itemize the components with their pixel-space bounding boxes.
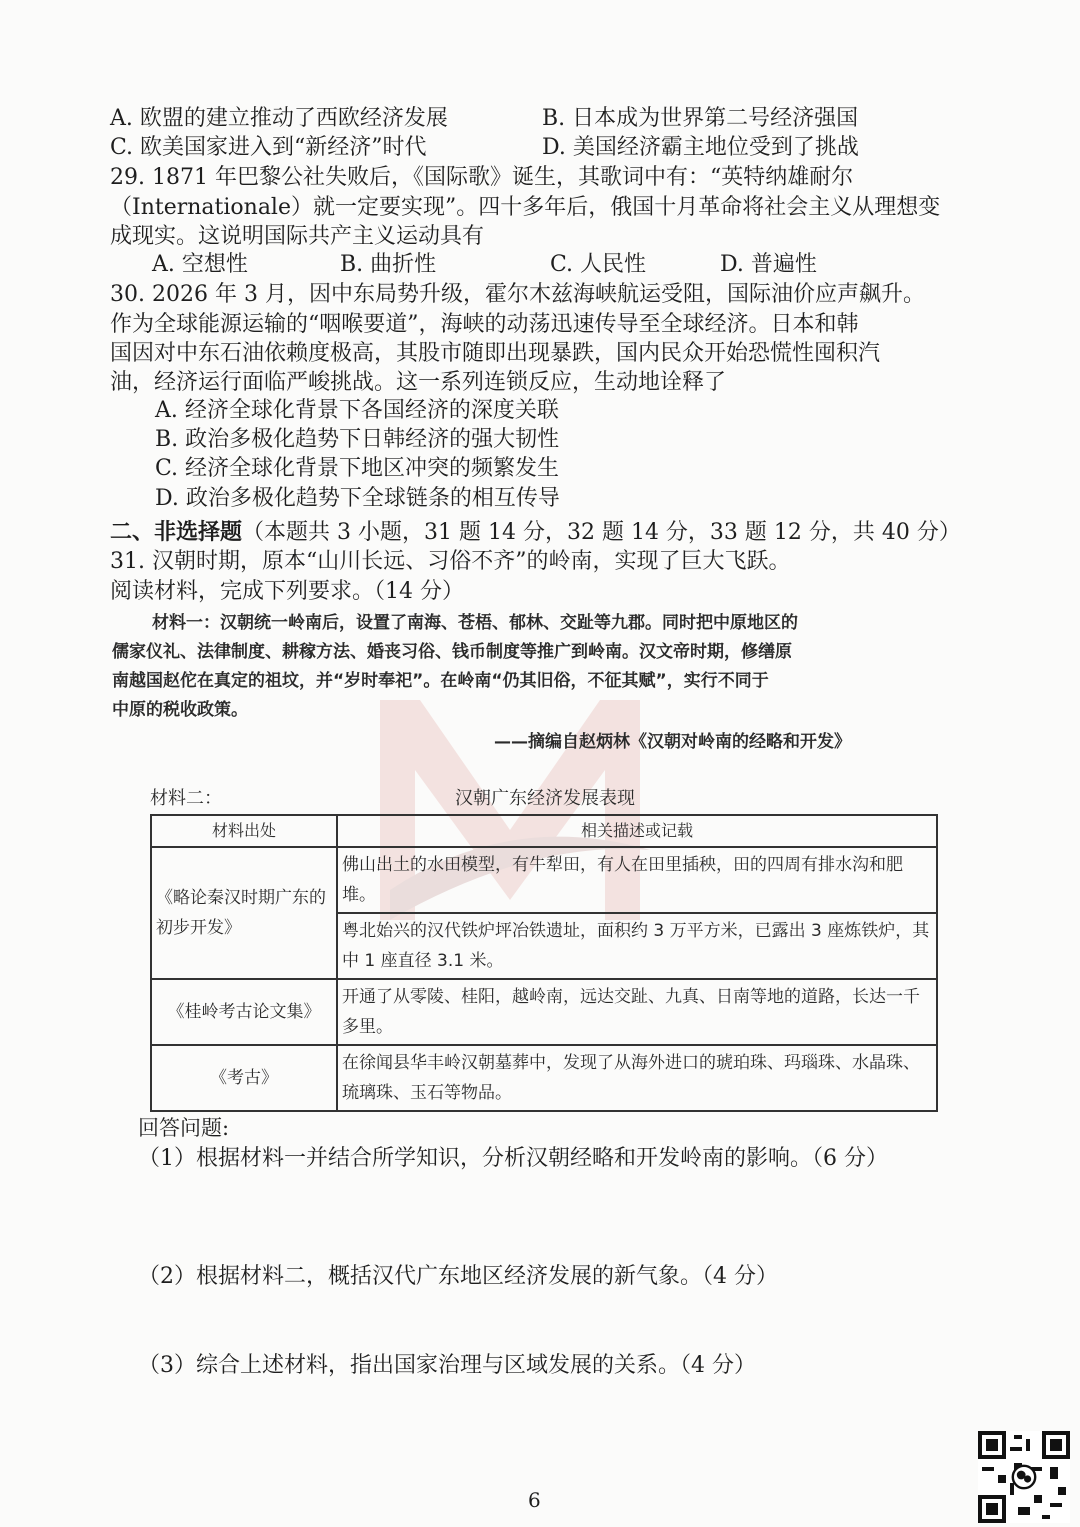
row-source: 《桂岭考古论文集》 bbox=[151, 979, 337, 1045]
q28-option-d[interactable]: D. 美国经济霸主地位受到了挑战 bbox=[542, 135, 859, 160]
material2-label: 材料二： bbox=[150, 788, 222, 809]
section2-title: 二、非选择题 bbox=[110, 519, 243, 545]
q29-stem-line2: （Internationale）就一定要实现”。四十多年后，俄国十月革命将社会主义从理想变 bbox=[110, 195, 941, 220]
q31-stem: 31. 汉朝时期，原本“山川长远、习俗不齐”的岭南，实现了巨大飞跃。 bbox=[110, 549, 791, 574]
q30-option-c[interactable]: C. 经济全球化背景下地区冲突的频繁发生 bbox=[155, 456, 560, 481]
q30-stem-line3: 国因对中东石油依赖度极高，其股市随即出现暴跌，国内民众开始恐慌性囤积汽 bbox=[110, 341, 881, 366]
q29-option-c[interactable]: C. 人民性 bbox=[550, 252, 647, 277]
row-source: 《略论秦汉时期广东的初步开发》 bbox=[151, 847, 337, 979]
q28-option-b[interactable]: B. 日本成为世界第二号经济强国 bbox=[542, 106, 859, 131]
material2-table-title: 汉朝广东经济发展表现 bbox=[455, 788, 635, 809]
table-row bbox=[151, 1045, 937, 1111]
q30-option-d[interactable]: D. 政治多极化趋势下全球链条的相互传导 bbox=[155, 486, 560, 511]
header-source: 材料出处 bbox=[151, 815, 337, 847]
section2-heading bbox=[110, 517, 961, 548]
q28-options-row2 bbox=[110, 133, 859, 163]
qr-code-icon bbox=[978, 1431, 1070, 1523]
material1-line3: 南越国赵佗在真定的祖坟，并“岁时奉祀”。在岭南“仍其旧俗，不征其赋”，实行不同于 bbox=[112, 671, 769, 691]
q30-option-a[interactable]: A. 经济全球化背景下各国经济的深度关联 bbox=[155, 398, 559, 423]
q29-stem-line3: 成现实。这说明国际共产主义运动具有 bbox=[110, 224, 485, 249]
q30-stem-line1: 30. 2026 年 3 月，因中东局势升级，霍尔木兹海峡航运受阻，国际油价应声飙升。 bbox=[110, 282, 925, 307]
q31-part3: （3）综合上述材料，指出国家治理与区域发展的关系。（4 分） bbox=[138, 1353, 756, 1378]
questions-label: 回答问题: bbox=[138, 1116, 230, 1140]
row-description: 粤北始兴的汉代铁炉坪冶铁遗址，面积约 3 万平方米，已露出 3 座炼铁炉，其中 1 座直径 3.1 米。 bbox=[337, 913, 937, 979]
material1-line2: 儒家仪礼、法律制度、耕稼方法、婚丧习俗、钱币制度等推广到岭南。汉文帝时期，修缮原 bbox=[112, 642, 792, 662]
q28-option-a[interactable]: A. 欧盟的建立推动了西欧经济发展 bbox=[110, 106, 448, 131]
q31-part1: （1）根据材料一并结合所学知识，分析汉朝经略和开发岭南的影响。（6 分） bbox=[138, 1146, 888, 1171]
q30-stem-line2: 作为全球能源运输的“咽喉要道”，海峡的动荡迅速传导至全球经济。日本和韩 bbox=[110, 312, 859, 337]
q30-stem-line4: 油，经济运行面临严峻挑战。这一系列连锁反应，生动地诠释了 bbox=[110, 370, 727, 395]
q31-part2: （2）根据材料二，概括汉代广东地区经济发展的新气象。（4 分） bbox=[138, 1264, 778, 1289]
q29-option-b[interactable]: B. 曲折性 bbox=[340, 252, 437, 277]
row-source: 《考古》 bbox=[151, 1045, 337, 1111]
section2-detail: （本题共 3 小题，31 题 14 分，32 题 14 分，33 题 12 分，共 40 分） bbox=[242, 520, 961, 545]
q31-instruction: 阅读材料，完成下列要求。（14 分） bbox=[110, 579, 464, 604]
q29-options bbox=[152, 250, 817, 280]
q29-option-a[interactable]: A. 空想性 bbox=[152, 252, 248, 277]
page-number: 6 bbox=[528, 1488, 541, 1512]
q29-option-d[interactable]: D. 普遍性 bbox=[720, 252, 817, 277]
material2-table bbox=[150, 814, 938, 1112]
q29-stem-line1: 29. 1871 年巴黎公社失败后，《国际歌》诞生，其歌词中有：“英特纳雄耐尔 bbox=[110, 165, 854, 190]
row-description: 在徐闻县华丰岭汉朝墓葬中，发现了从海外进口的琥珀珠、玛瑙珠、水晶珠、琉璃珠、玉石等物品。 bbox=[337, 1045, 937, 1111]
q28-options-row1 bbox=[110, 104, 858, 134]
material1-line1: 材料一：汉朝统一岭南后，设置了南海、苍梧、郁林、交趾等九郡。同时把中原地区的 bbox=[152, 613, 798, 633]
table-row bbox=[151, 847, 937, 913]
q30-option-b[interactable]: B. 政治多极化趋势下日韩经济的强大韧性 bbox=[155, 427, 560, 452]
q28-option-c[interactable]: C. 欧美国家进入到“新经济”时代 bbox=[110, 135, 427, 160]
row-description: 开通了从零陵、桂阳，越岭南，远达交趾、九真、日南等地的道路，长达一千多里。 bbox=[337, 979, 937, 1045]
row-description: 佛山出土的水田模型，有牛犁田，有人在田里插秧，田的四周有排水沟和肥堆。 bbox=[337, 847, 937, 913]
material1-source: ——摘编自赵炳林《汉朝对岭南的经略和开发》 bbox=[494, 732, 851, 752]
table-row bbox=[151, 979, 937, 1045]
material1-line4: 中原的税收政策。 bbox=[112, 700, 248, 720]
header-description: 相关描述或记载 bbox=[337, 815, 937, 847]
table-header-row bbox=[151, 815, 937, 847]
